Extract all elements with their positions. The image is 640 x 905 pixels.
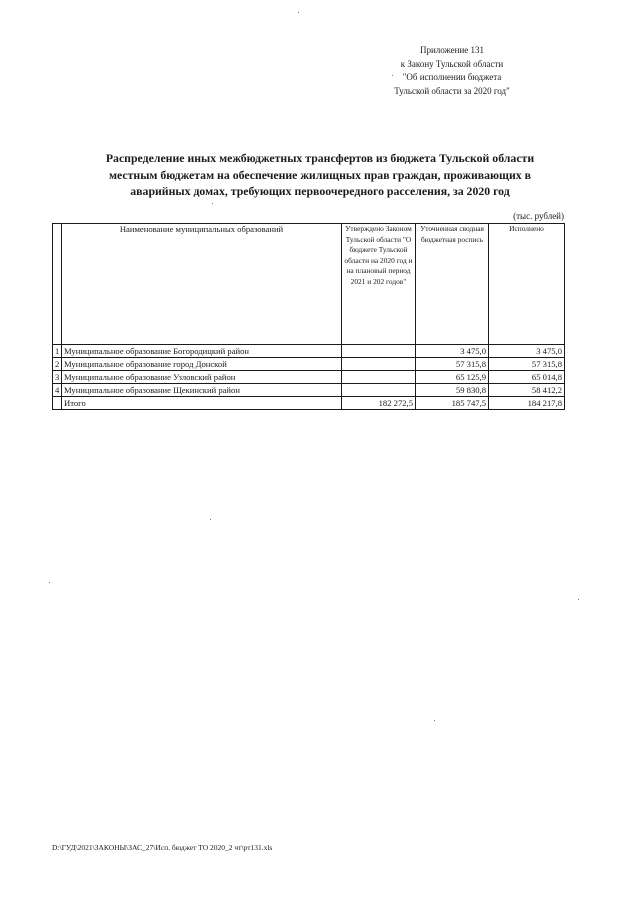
scan-speck — [578, 599, 579, 600]
scan-speck — [210, 519, 211, 520]
row-revised: 57 315,8 — [416, 358, 489, 371]
row-executed: 58 412,2 — [489, 384, 565, 397]
total-revised: 185 747,5 — [416, 397, 489, 410]
row-name: Муниципальное образование Богородицкий район — [62, 345, 342, 358]
header-executed: Исполнено — [489, 224, 565, 345]
table-row — [53, 358, 565, 371]
table-total-row — [53, 397, 565, 410]
title-line: Распределение иных межбюджетных трансфертов из бюджета Тульской области — [105, 151, 535, 165]
transfers-table — [52, 223, 565, 410]
row-index: 3 — [53, 371, 62, 384]
row-index: 1 — [53, 345, 62, 358]
appendix-block — [372, 44, 532, 98]
row-executed: 57 315,8 — [489, 358, 565, 371]
row-revised: 3 475,0 — [416, 345, 489, 358]
row-approved — [342, 384, 416, 397]
scan-speck — [212, 203, 213, 204]
row-name: Муниципальное образование Узловский район — [62, 371, 342, 384]
total-label: Итого — [62, 397, 342, 410]
title-line: аварийных домах, требующих первоочередного расселения, за 2020 год — [130, 184, 510, 198]
row-approved — [342, 345, 416, 358]
row-revised: 59 830,8 — [416, 384, 489, 397]
table-row — [53, 345, 565, 358]
title-line: местным бюджетам на обеспечение жилищных прав граждан, проживающих в — [108, 167, 532, 182]
row-name: Муниципальное образование Щекинский район — [62, 384, 342, 397]
file-path-footer: D:\ГУД\2021\ЗАКОНЫ\ЗАС_27\Исп. бюджет ТО 2020_2 чт\рт131.xls — [52, 843, 273, 852]
row-name: Муниципальное образование город Донской — [62, 358, 342, 371]
row-index: 4 — [53, 384, 62, 397]
appendix-line: к Закону Тульской области — [400, 58, 504, 69]
appendix-line: Приложение 131 — [419, 45, 485, 55]
document-title — [60, 150, 580, 200]
row-index: 2 — [53, 358, 62, 371]
header-index — [53, 224, 62, 345]
header-name: Наименование муниципальных образований — [62, 224, 342, 345]
units-label: (тыс. рублей) — [513, 211, 564, 221]
scan-speck — [49, 582, 50, 583]
total-index — [53, 397, 62, 410]
row-revised: 65 125,9 — [416, 371, 489, 384]
row-approved — [342, 358, 416, 371]
total-approved: 182 272,5 — [342, 397, 416, 410]
row-approved — [342, 371, 416, 384]
row-executed: 65 014,8 — [489, 371, 565, 384]
scan-speck — [298, 12, 299, 13]
appendix-line: Тульской области за 2020 год" — [394, 85, 510, 96]
table-row — [53, 384, 565, 397]
header-approved: Утверждено Законом Тульской области "О бюджете Тульской области на 2020 год и на плановый период 2021 и 202 годов" — [342, 224, 416, 345]
scan-speck — [392, 75, 393, 76]
appendix-line: "Об исполнении бюджета — [402, 72, 502, 82]
row-executed: 3 475,0 — [489, 345, 565, 358]
table-header-row — [53, 224, 565, 345]
total-executed: 184 217,8 — [489, 397, 565, 410]
header-revised: Уточненная сводная бюджетная роспись — [416, 224, 489, 345]
table-row — [53, 371, 565, 384]
scan-speck — [434, 720, 435, 721]
